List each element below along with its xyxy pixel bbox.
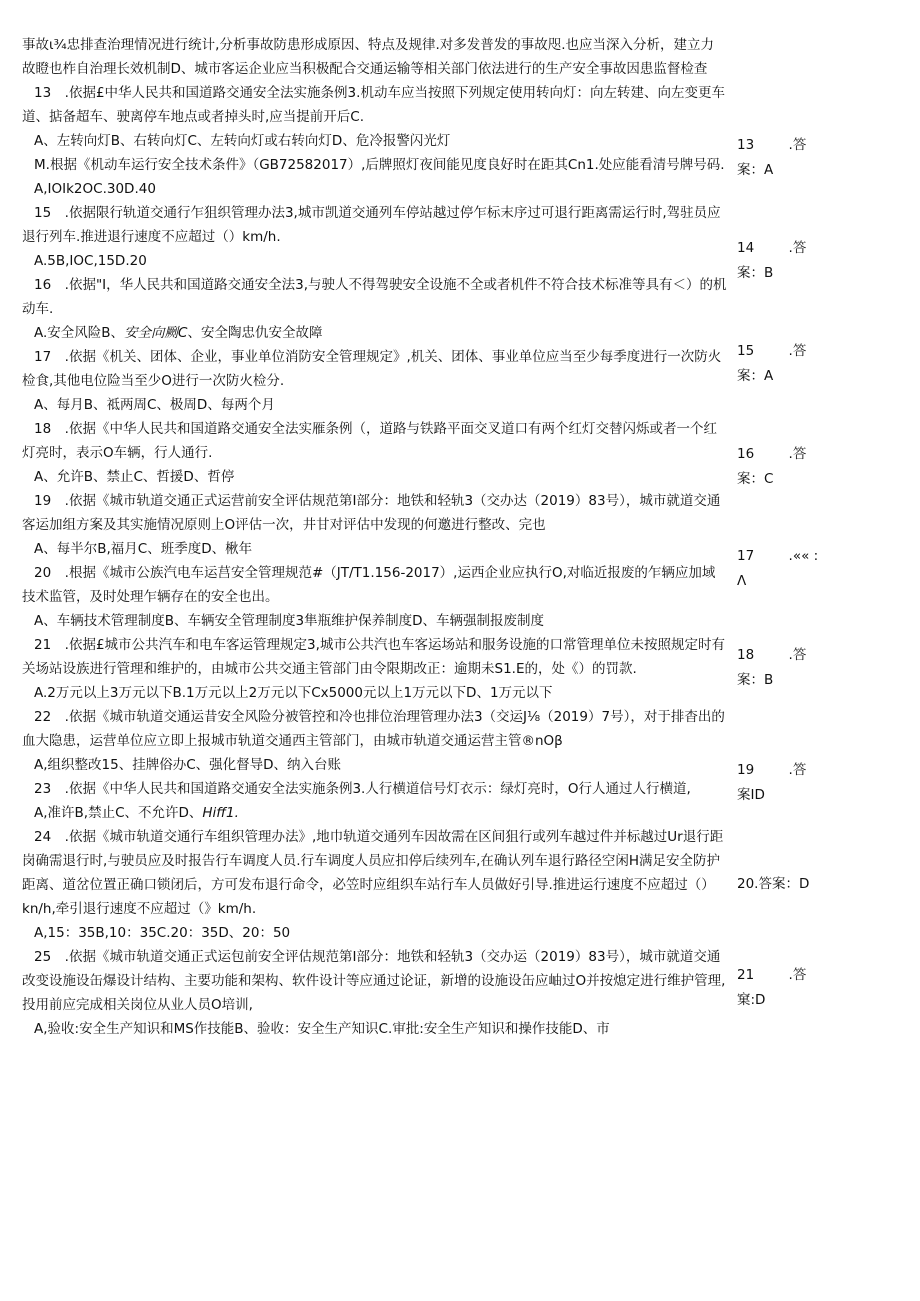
options-20: A、车辆技术管理制度B、车辆安全管理制度3隼瓶维护保养制度D、车辆强制报废制度 — [34, 613, 544, 629]
options-17: A、每月B、祗两周C、极周D、每两个月 — [34, 397, 275, 413]
answer-19: 19 .答 案ID — [737, 762, 807, 803]
answer-16: 16 .答 案：C — [737, 446, 807, 487]
options-23 — [22, 801, 727, 825]
options-25: A,验收:安全生产知识和MS作技能B、验收：安全生产知识C.审批:安全生产知识和操作技能D、市 — [34, 1021, 610, 1037]
question-17: 17 .依据《机关、团体、企业，事业单位消防安全管理规定》,机关、团体、事业单位应当至少每季度进行一次防火检食,其他电位险当至少O进行一次防火检分. — [22, 349, 722, 389]
question-22: 22 .依据《城市轨道交通运昔安全风险分被管控和冷也排位治理管理办法3（交运J⅛（2019）7号），对于排杳出的血大隐患，运营单位应立即上报城市轨道交通西主管部门，由城市轨道交通运营主管®nOβ — [22, 709, 725, 749]
question-18: 18 .依据《中华人民共和国道路交通安全法实雁条例（，道路与铁路平面交叉道口有两个红灯交替闪烁或者一个红灯亮时，表示O车辆，行人通行. — [22, 421, 717, 461]
question-20: 20 .根据《城市公族汽电车运莒安全管理规范#（JT/T1.156-2017）,运西企业应执行O,对临近报废的乍辆应加域技术监管，及时处理乍辆存在的安全也出。 — [22, 565, 716, 605]
answer-15: 15 .答 案：A — [737, 343, 807, 384]
question-15: 15 .依据限行轨道交通行乍狙织管理办法3,城市凯道交通列车停站越过停乍标末序过可退行距离需运行时,驾驻员应退行列车.推进退行速度不应超过（）km/h. — [22, 205, 721, 245]
question-13: 13 .依据£中华人民共和国道路交通安全法实施条例3.机动车应当按照下列规定使用转向灯：向左转建、向左变更车道、掂备超车、驶离停车地点或者掉头时,应当提前开后C. — [22, 85, 725, 125]
question-21: 21 .依据£城市公共汽车和电车客运管理规定3,城市公共汽也车客运场站和服务设施的口常管理单位未按照规定时有关场站设族进行管理和维护的，由城市公共交通主管部门由令限期改正：逾期未S1.E的，处《）的罚款. — [22, 637, 725, 677]
options-15: A.5B,IOC,15D.20 — [34, 253, 147, 269]
answer-14: 14 .答 案：B — [737, 240, 807, 281]
options-22: A,组织整改15、挂牌俗办C、强化督导D、纳入台账 — [34, 757, 342, 773]
intro-paragraph: 事故ι¾忠排查治理情况进行统计,分析事故防患形成原因、特点及规律.对多发普发的事故咫.也应当深入分析，建立力故瞪也柞自治理长效机制D、城市客运企业应当积极配合交通运输等相关部门依法进行的生产安全事故因患监督检查 — [22, 37, 715, 77]
question-24: 24 .依据《城市轨道交通行车组织管理办法》,地巾轨道交通列车因故需在区间狙行或列车越过件并标越过Ur退行距岗确需退行时,与驶员应及时报告行车调度人员.行车调度人员应扣停后续列车,在确认列车退行路径空闲H满足安全防护距离、道岔位置正确口锁闭后，方可发布退行命令，必笠时应组织车站行车人员做好引导.推进运行速度不应超过（）kn∕h,牵引退行速度不应超过（》km/h. — [22, 829, 724, 917]
answer-18: 18 .答 案：B — [737, 647, 807, 688]
options-14: A,IOIk2OC.30D.40 — [34, 181, 156, 197]
document-body — [22, 33, 727, 1041]
options-16-part-b: 安全向劂C — [124, 325, 188, 341]
options-13: A、左转向灯B、右转向灯C、左转向灯或右转向灯D、危冷报警闪光灯 — [34, 133, 451, 149]
options-23-part-b: Hiff1. — [202, 805, 239, 821]
options-23-part-a: A,准许B,禁止C、不允许D、 — [34, 805, 203, 821]
answer-20: 20.答案：D — [737, 876, 810, 892]
answer-17: 17 .«« : Λ — [737, 548, 819, 589]
options-16-part-a: A.安全风险B、 — [34, 325, 125, 341]
question-14: M.根据《机动车运行安全技术条件》（GB72582017）,后牌照灯夜间能见度良好时在距其Cn1.处应能看清号牌号码. — [34, 157, 725, 173]
options-24: A,15：35B,10：35C.20：35D、20：50 — [34, 925, 291, 941]
options-16 — [22, 321, 727, 345]
question-19: 19 .依据《城市轨道交通正式运营前安全评估规范第I部分：地铁和轻轨3（交办达（2019）83号），城市就道交通客运加组方案及其实施情况原则上O评估一次，井甘对评估中发现的何邀进行整改、完也 — [22, 493, 721, 533]
question-25: 25 .依据《城市轨道交通正式运包前安全评估规范第I部分：地铁和轻轨3（交办运（2019）83号），城市就道交通改变设施设缶爆设计结构、主要功能和架构、软件设计等应通过论证，新增的设施设缶应岫过O并按熄定进行维护管理,投用前应完成相关岗位从业人员O培训, — [22, 949, 726, 1013]
question-16: 16 .依据"I，华人民共和国道路交通安全法3,与驶人不得驾驶安全设施不全或者机件不符合技术标准等具有＜）的机动车. — [22, 277, 727, 317]
options-16-part-c: 、安全陶忠仇安全故障 — [187, 325, 323, 341]
options-18: A、允许B、禁止C、哲援D、哲停 — [34, 469, 235, 485]
options-19: A、每半尔B,福月C、班季度D、楸年 — [34, 541, 253, 557]
answer-13: 13 .答 案：A — [737, 137, 807, 178]
question-23: 23 .依据《中华人民共和国道路交通安全法实施条例3.人行横道信号灯衣示：绿灯亮时，O行人通过人行横道, — [34, 781, 691, 797]
options-21: A.2万元以上3万元以下B.1万元以上2万元以下Cx5000元以上1万元以下D、1万元以下 — [34, 685, 553, 701]
answer-21: 21 .答 窠:D — [737, 967, 807, 1008]
